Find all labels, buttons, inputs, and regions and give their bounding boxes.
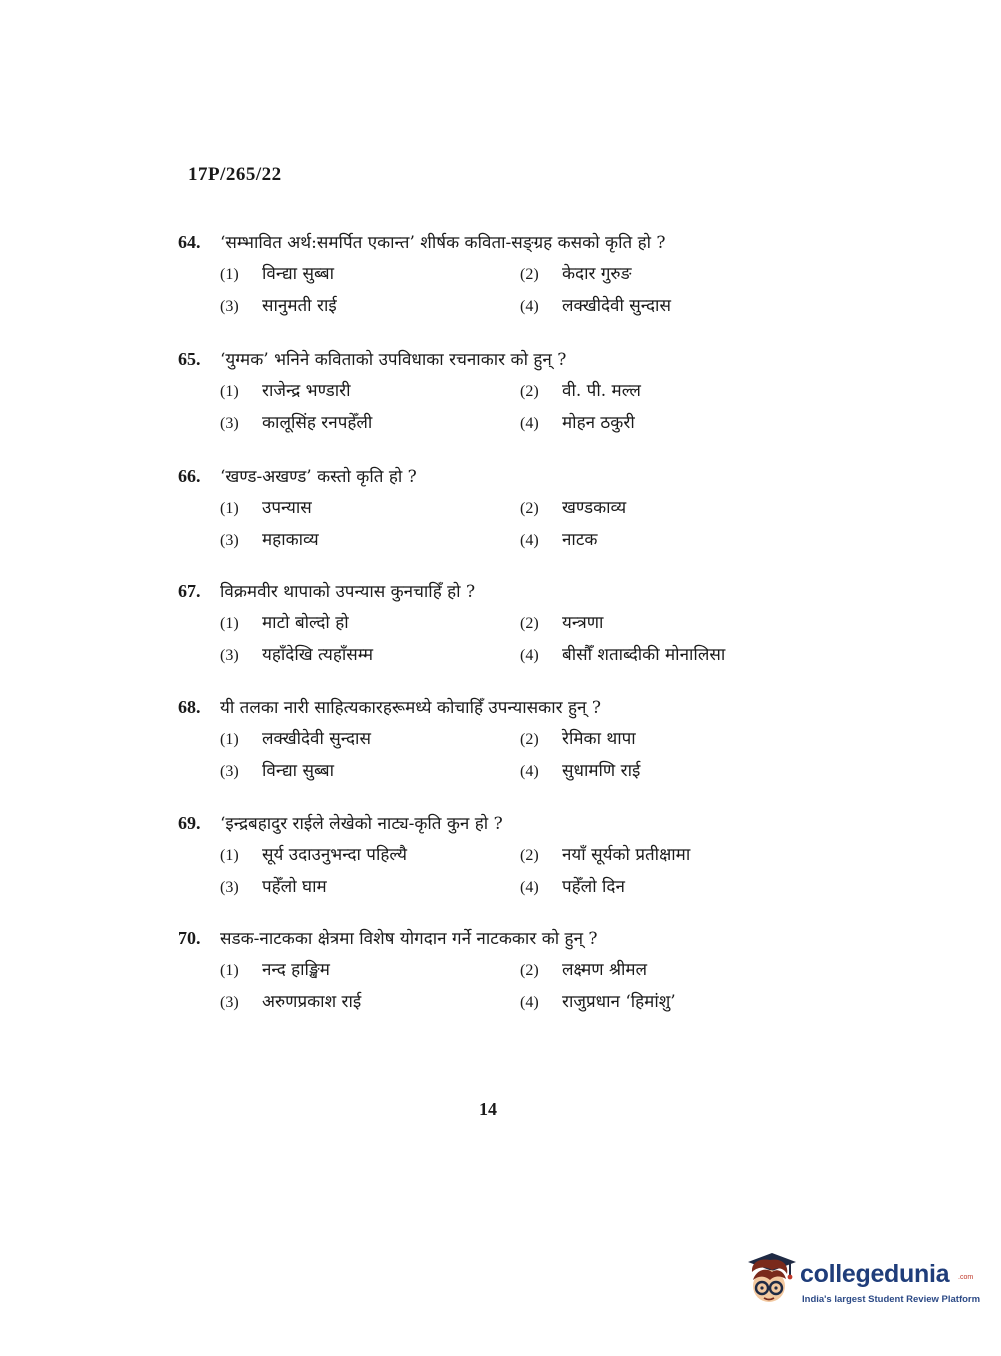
option-3: [220, 529, 520, 552]
option-number: (3): [220, 298, 239, 315]
option-number: (4): [520, 879, 539, 896]
option-number: (1): [220, 500, 239, 517]
option-text: नयाँ सूर्यको प्रतीक्षामा: [562, 845, 691, 865]
option-2: [520, 497, 820, 520]
option-text: माटो बोल्दो हो: [262, 613, 349, 633]
question-number: 67.: [178, 581, 201, 601]
question-number: 69.: [178, 813, 201, 833]
option-list: [178, 380, 798, 435]
option-text: सूर्य उदाउनुभन्दा पहिल्यै: [262, 845, 408, 865]
option-1: [220, 959, 520, 982]
question-70: [178, 927, 798, 1014]
question-67: [178, 580, 798, 667]
option-list: [178, 497, 798, 552]
option-number: (4): [520, 415, 539, 432]
option-text: नन्द हाङ्खिम: [262, 960, 330, 980]
option-2: [520, 380, 820, 403]
question-64: [178, 231, 798, 318]
option-number: (1): [220, 266, 239, 283]
question-text: ‘खण्ड-अखण्ड’ कस्तो कृति हो ?: [220, 467, 417, 487]
option-1: [220, 728, 520, 751]
option-1: [220, 380, 520, 403]
paper-code: 17P/265/22: [188, 164, 282, 185]
option-text: पहेँलो घाम: [262, 877, 327, 897]
page-number: 14: [479, 1099, 497, 1119]
option-4: [520, 529, 820, 552]
collegedunia-watermark: [742, 1250, 981, 1310]
option-2: [520, 263, 820, 286]
option-number: (1): [220, 383, 239, 400]
brand-domain-suffix: .com: [958, 1274, 974, 1281]
option-text: मोहन ठकुरी: [562, 413, 635, 433]
option-text: सानुमती राई: [262, 296, 337, 316]
option-number: (4): [520, 994, 539, 1011]
option-number: (3): [220, 415, 239, 432]
option-3: [220, 644, 520, 667]
question-number: 64.: [178, 232, 201, 252]
option-2: [520, 844, 820, 867]
option-list: [178, 612, 798, 667]
option-text: राजेन्द्र भण्डारी: [262, 381, 351, 401]
option-3: [220, 760, 520, 783]
option-4: [520, 644, 820, 667]
option-text: नाटक: [562, 530, 598, 550]
option-2: [520, 612, 820, 635]
option-4: [520, 412, 820, 435]
option-number: (1): [220, 731, 239, 748]
option-1: [220, 844, 520, 867]
question-number: 65.: [178, 349, 201, 369]
option-number: (3): [220, 879, 239, 896]
option-4: [520, 295, 820, 318]
question-68: [178, 696, 798, 783]
question-number: 68.: [178, 697, 201, 717]
option-number: (3): [220, 647, 239, 664]
brand-name: collegedunia: [800, 1260, 950, 1288]
option-number: (2): [520, 500, 539, 517]
question-number: 66.: [178, 466, 201, 486]
question-number: 70.: [178, 928, 201, 948]
question-65: [178, 348, 798, 435]
option-number: (4): [520, 763, 539, 780]
question-text: यी तलका नारी साहित्यकारहरूमध्ये कोचाहिँ उपन्यासकार हुन् ?: [220, 698, 601, 718]
option-text: विन्द्या सुब्बा: [262, 761, 335, 781]
option-list: [178, 844, 798, 899]
option-3: [220, 876, 520, 899]
question-text: ‘इन्द्रबहादुर राईले लेखेको नाट्य-कृति कुन हो ?: [220, 814, 503, 834]
option-text: बीसौँ शताब्दीकी मोनालिसा: [562, 645, 726, 665]
option-text: लक्खीदेवी सुन्दास: [262, 729, 371, 749]
option-text: कालूसिंह रनपहेँली: [262, 413, 373, 433]
option-1: [220, 263, 520, 286]
option-text: लक्खीदेवी सुन्दास: [562, 296, 671, 316]
option-text: खण्डकाव्य: [562, 498, 627, 518]
option-number: (4): [520, 532, 539, 549]
option-number: (3): [220, 763, 239, 780]
option-text: अरुणप्रकाश राई: [262, 992, 362, 1012]
option-number: (2): [520, 266, 539, 283]
option-4: [520, 876, 820, 899]
option-text: वी. पी. मल्ल: [562, 381, 641, 401]
option-text: उपन्यास: [262, 498, 312, 518]
brand-tagline: India's largest Student Review Platform: [802, 1294, 981, 1305]
option-number: (1): [220, 847, 239, 864]
option-text: केदार गुरुङ: [562, 264, 632, 284]
option-number: (2): [520, 615, 539, 632]
option-3: [220, 295, 520, 318]
option-number: (2): [520, 383, 539, 400]
option-number: (2): [520, 731, 539, 748]
option-number: (3): [220, 994, 239, 1011]
option-2: [520, 728, 820, 751]
option-text: राजुप्रधान ‘हिमांशु’: [562, 992, 676, 1012]
option-text: सुधामणि राई: [562, 761, 641, 781]
mascot-logo-icon: [742, 1250, 798, 1310]
option-1: [220, 612, 520, 635]
option-number: (1): [220, 615, 239, 632]
option-text: विन्द्या सुब्बा: [262, 264, 335, 284]
option-4: [520, 991, 820, 1014]
question-text: विक्रमवीर थापाको उपन्यास कुनचाहिँ हो ?: [220, 582, 476, 602]
question-text: ‘सम्भावित अर्थ:समर्पित एकान्त’ शीर्षक कविता-सङ्ग्रह कसको कृति हो ?: [220, 233, 666, 253]
option-text: यहाँदेखि त्यहाँसम्म: [262, 645, 373, 665]
option-list: [178, 728, 798, 783]
option-number: (4): [520, 647, 539, 664]
option-number: (2): [520, 962, 539, 979]
option-text: पहेँलो दिन: [562, 877, 625, 897]
option-list: [178, 959, 798, 1014]
option-3: [220, 412, 520, 435]
option-1: [220, 497, 520, 520]
option-number: (4): [520, 298, 539, 315]
option-number: (2): [520, 847, 539, 864]
option-text: रेमिका थापा: [562, 729, 636, 749]
question-69: [178, 812, 798, 899]
option-number: (3): [220, 532, 239, 549]
option-text: महाकाव्य: [262, 530, 319, 550]
option-4: [520, 760, 820, 783]
option-3: [220, 991, 520, 1014]
question-text: ‘युग्मक’ भनिने कविताको उपविधाका रचनाकार को हुन् ?: [220, 350, 567, 370]
question-text: सडक-नाटकका क्षेत्रमा विशेष योगदान गर्ने नाटककार को हुन् ?: [220, 929, 598, 949]
option-text: यन्त्रणा: [562, 613, 604, 633]
option-text: लक्ष्मण श्रीमल: [562, 960, 648, 980]
question-66: [178, 465, 798, 552]
option-list: [178, 263, 798, 318]
option-number: (1): [220, 962, 239, 979]
option-2: [520, 959, 820, 982]
